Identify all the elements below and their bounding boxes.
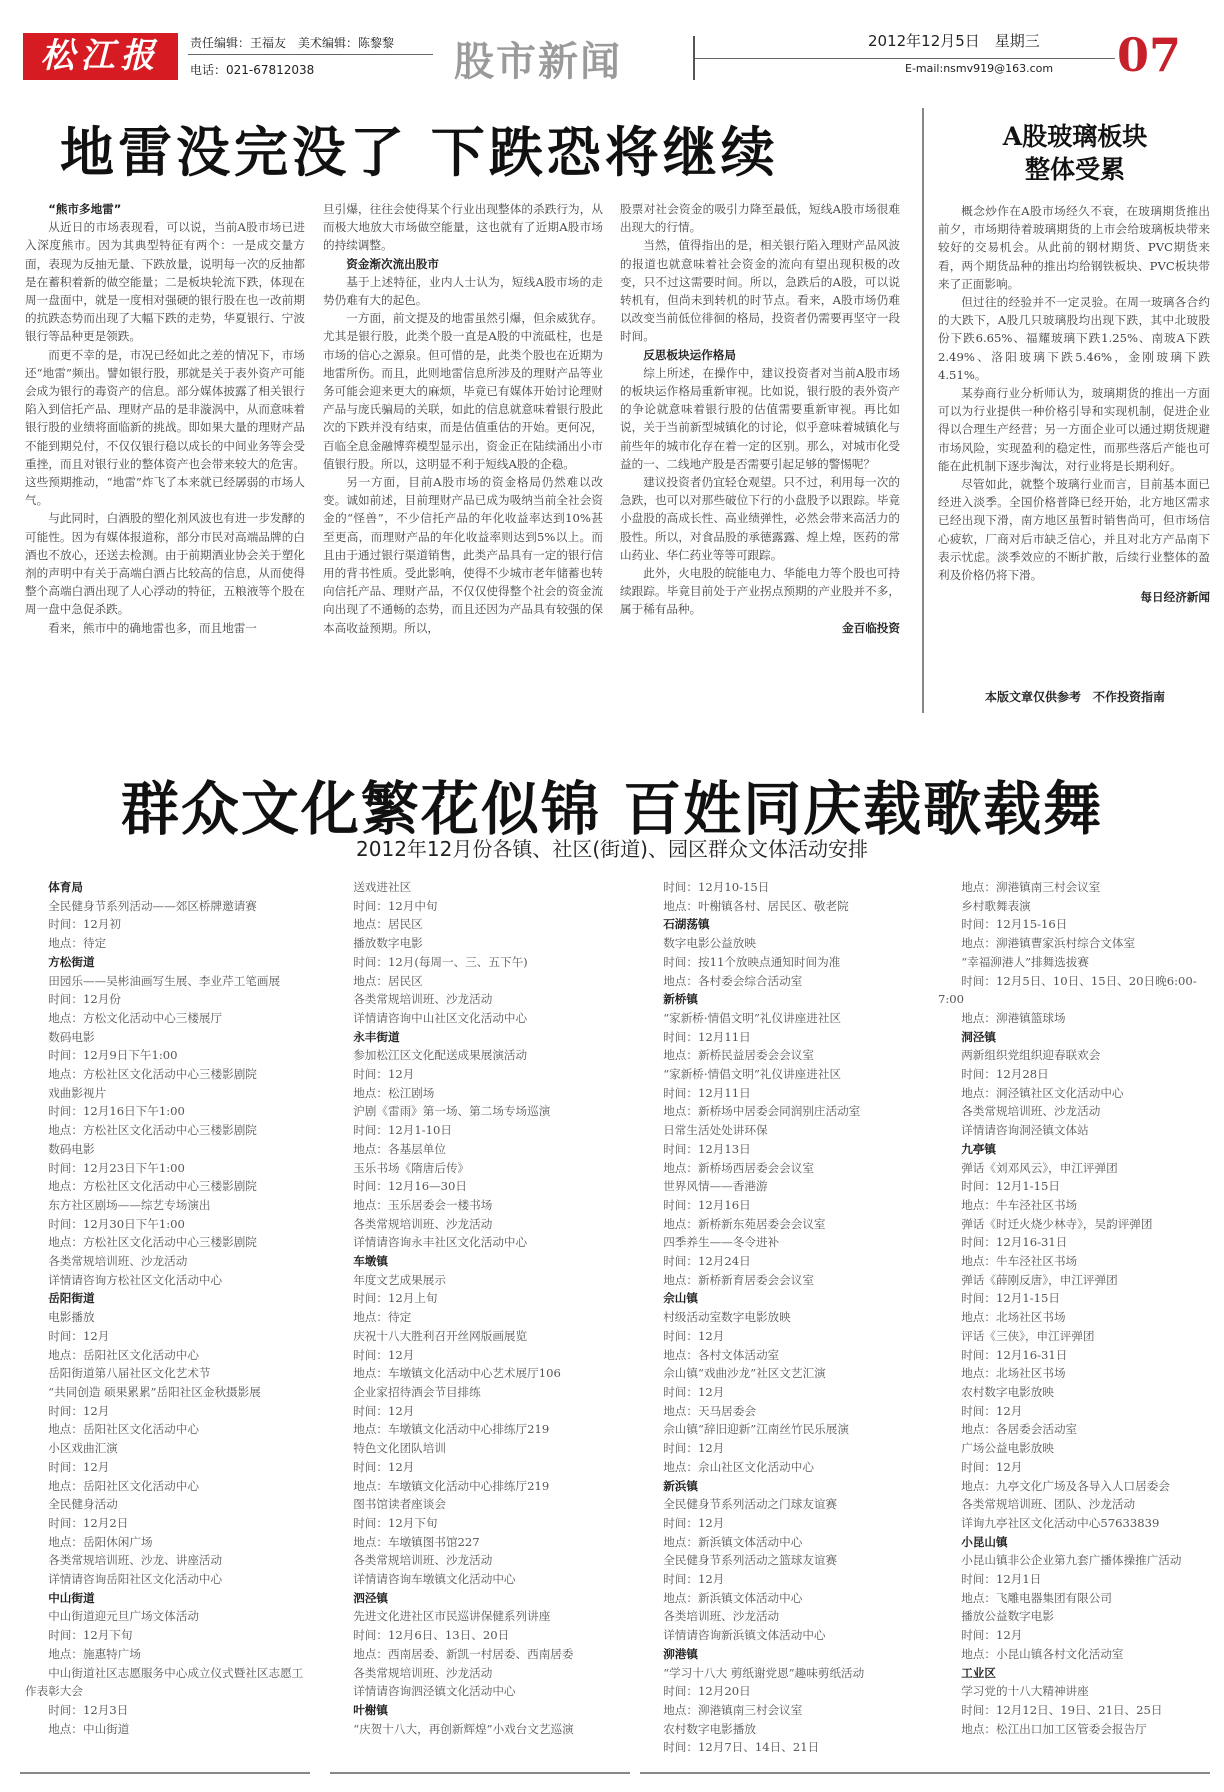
event-column-1 (25, 878, 310, 1738)
event-line: 地点：居民区 (353, 973, 423, 988)
event-line: 详情请咨询车墩镇文化活动中心 (353, 1572, 516, 1587)
subheading: “熊市多地雷” (48, 202, 122, 216)
event-column-2 (330, 878, 625, 1738)
event-line: 全民健身活动 (48, 1497, 118, 1512)
paragraph: 建议投资者仍宜轻仓观望。只不过，利用每一次的急跌，也可以对那些破位下行的小盘股予以跟踪。毕竟小盘股的高成长性、高业绩弹性，必然会带来高活力的股性。所以，对食品股的承德露露、煌上煌，医药的常山药业、华仁药业等等可跟踪。 (620, 475, 900, 562)
paragraph: 尽管如此，就整个玻璃行业而言，目前基本面已经进入淡季。全国价格普降已经开始，北方地区需求已经出现下滑，南方地区虽暂时销售尚可，但市场信心疲软，厂商对后市缺乏信心，并且对北方产品南下表示忧虑。淡季效应的不断扩散，后续行业整体的盈利及价格仍将下滑。 (938, 477, 1210, 583)
event-line: 各类常规培训班、沙龙活动 (353, 1216, 493, 1231)
paragraph: 当然，值得指出的是，相关银行陷入理财产品风波的报道也就意味着社会资金的流向有望出现积极的改变，只不过这需要时间。所以，急跌后的A股，可以说转机有，但尚未到转机的时节点。看来，A股市场仍难以改变当前低位徘徊的格局，投资者仍需要再坚守一段时间。 (620, 238, 900, 344)
article1-column-1 (25, 200, 305, 637)
event-line: 时间：12月1-15日 (961, 1291, 1060, 1306)
event-line: 地点：岳阳社区文化活动中心 (48, 1422, 199, 1437)
event-line: 全民健身节系列活动之门球友谊赛 (663, 1497, 838, 1512)
event-line: 田园乐——吴彬油画写生展、李业芹工笔画展 (48, 973, 281, 988)
event-line: 各类常规培训班、沙龙活动 (353, 1553, 493, 1568)
event-line: 时间：12月 (961, 1403, 1023, 1418)
event-line: 时间：12月 (961, 1628, 1023, 1643)
event-line: “庆贺十八大，再创新辉煌”小戏台文艺巡演 (353, 1721, 574, 1736)
event-line: 东方社区剧场——综艺专场演出 (48, 1197, 211, 1212)
event-line: 地点：各居委会活动室 (961, 1422, 1078, 1437)
event-line: 时间：12月20日 (663, 1684, 751, 1699)
event-line: 地点：泖港镇篮球场 (961, 1010, 1066, 1025)
event-line: 地点：待定 (353, 1310, 412, 1325)
article2-headline: 群众文化繁花似锦 百姓同庆载歌载舞 (120, 775, 1104, 843)
event-line: 地点：北场社区书场 (961, 1310, 1066, 1325)
page-number: 07 (1117, 28, 1182, 82)
section-title: 股市新闻 (454, 39, 622, 85)
event-line: 数码电影 (48, 1141, 95, 1156)
paragraph: 某券商行业分析师认为，玻璃期货的推出一方面可以为行业提供一种价格引导和实现机制，促进企业得以合理生产经营；另一方面企业可以通过期货规避市场风险，实现盈利的稳定性，而那些落后产能也可能在此机制下逐步淘汰，对行业将是长期利好。 (938, 386, 1210, 473)
paragraph: 此外，火电股的皖能电力、华能电力等个股也可持续跟踪。毕竟目前处于产业拐点预期的产业股并不多，属于稀有品种。 (620, 566, 900, 617)
event-line: 四季养生——冬令进补 (663, 1235, 780, 1250)
event-line: “幸福泖港人”排舞选拔赛 (961, 954, 1089, 969)
event-line: 图书馆读者座谈会 (353, 1497, 446, 1512)
district-heading: 九亭镇 (961, 1141, 996, 1156)
event-line: 时间：12月 (961, 1459, 1023, 1474)
event-line: 时间：12月 (663, 1515, 725, 1530)
event-line: 时间：12月 (353, 1403, 415, 1418)
event-line: 全民健身节系列活动——郊区桥牌邀请赛 (48, 898, 257, 913)
paragraph: 从近日的市场表现看，可以说，当前A股市场已进入深度熊市。因为其典型特征有两个：一是成交量方面，表现为反抽无量、下跌放量，说明每一次的反抽都是在蓄积着新的做空能量；二是板块轮流下跌，体现在周一盘面中，就是一度相对强硬的银行股在也一改前期的抗跌态势而出现了大幅下跌的走势，华夏银行、宁波银行等品种更是领跌。 (25, 220, 305, 344)
event-line: 时间：12月初 (48, 917, 121, 932)
event-line: 两新组织党组织迎春联欢会 (961, 1048, 1101, 1063)
event-line: “学习十八大 剪纸谢党恩”趣味剪纸活动 (663, 1665, 865, 1680)
event-line: 地点：岳阳休闲广场 (48, 1534, 153, 1549)
event-line: 数码电影 (48, 1029, 95, 1044)
event-line: 地点：泖港镇南三村会议室 (961, 880, 1101, 894)
event-line: 详情请咨询永丰社区文化活动中心 (353, 1235, 528, 1250)
event-line: 时间：12月3日 (48, 1702, 129, 1717)
event-line: 各类常规培训班、沙龙活动 (353, 992, 493, 1007)
event-line: 地点：方松文化活动中心三楼展厅 (48, 1010, 223, 1025)
event-line: 学习党的十八大精神讲座 (961, 1684, 1089, 1699)
event-line: 地点：岳阳社区文化活动中心 (48, 1478, 199, 1493)
event-line: 播放数字电影 (353, 936, 423, 951)
event-line: 地点：玉乐居委会一楼书场 (353, 1197, 493, 1212)
event-line: 时间：12月6日、13日、20日 (353, 1628, 510, 1643)
event-line: 地点：施惠特广场 (48, 1646, 141, 1661)
event-line: 各类常规培训班、沙龙活动 (353, 1665, 493, 1680)
paragraph: 概念炒作在A股市场经久不衰，在玻璃期货推出前夕，市场期待着玻璃期货的上市会给玻璃板块带来较好的交易机会。从此前的钢材期货、PVC期货来看，两个期货品种的推出均给钢铁板块、PVC板块带来了正面影响。 (938, 204, 1210, 291)
event-line: 中山街道社区志愿服务中心成立仪式暨社区志愿工作表彰大会 (25, 1665, 304, 1699)
district-heading: 体育局 (48, 880, 83, 894)
district-heading: 车墩镇 (353, 1254, 388, 1269)
event-line: 时间：12月11日 (663, 1029, 751, 1044)
masthead (0, 0, 1224, 90)
event-line: 地点：新桥民益居委会会议室 (663, 1048, 814, 1063)
event-line: 地点：新浜镇文体活动中心 (663, 1534, 803, 1549)
event-line: 各类培训班、沙龙活动 (663, 1609, 780, 1624)
event-line: 时间：12月16-31日 (961, 1347, 1068, 1362)
event-line: 地点：方松社区文化活动中心三楼影剧院 (48, 1123, 257, 1138)
event-line: 详情请咨询新浜镇文体活动中心 (663, 1628, 826, 1643)
subheading: 反思板块运作格局 (643, 347, 736, 362)
article-source: 每日经济新闻 (1140, 590, 1210, 605)
event-line: 评话《三侠》，申江评弹团 (961, 1328, 1095, 1343)
event-line: 时间：12月 (663, 1328, 725, 1343)
phone-number: 电话：021-67812038 (190, 63, 315, 77)
event-line: 地点：天马居委会 (663, 1403, 756, 1418)
event-line: 农村数字电影放映 (961, 1384, 1054, 1399)
event-line: 弹话《时迁火烧少林寺》，吴韵评弹团 (961, 1216, 1153, 1231)
paragraph: 股票对社会资金的吸引力降至最低，短线A股市场很难出现大的行情。 (620, 202, 900, 235)
event-line: 地点：待定 (48, 936, 107, 951)
column-divider (922, 108, 924, 713)
event-line: 弹话《薛刚反唐》，申江评弹团 (961, 1272, 1118, 1287)
event-line: 各类常规培训班、沙龙活动 (48, 1254, 188, 1269)
event-line: 时间：12月1-10日 (353, 1123, 452, 1138)
event-line: 地点：车墩镇图书馆227 (353, 1534, 480, 1549)
event-line: 时间：按11个放映点通知时间为准 (663, 954, 841, 969)
divider (330, 1772, 630, 1774)
article2-subheadline: 2012年12月份各镇、社区(街道)、园区群众文体活动安排 (356, 837, 868, 861)
district-heading: 永丰街道 (353, 1029, 400, 1044)
event-line: 时间：12月下旬 (48, 1628, 133, 1643)
event-line: 详情请咨询中山社区文化活动中心 (353, 1010, 528, 1025)
divider (188, 54, 433, 55)
district-heading: 佘山镇 (663, 1291, 698, 1306)
event-line: 佘山镇“戏曲沙龙”社区文艺汇演 (663, 1366, 826, 1381)
district-heading: 叶榭镇 (353, 1702, 388, 1717)
event-line: 详询九亭社区文化活动中心57633839 (961, 1515, 1160, 1530)
event-line: 地点：洞泾镇社区文化活动中心 (961, 1085, 1124, 1100)
event-line: 时间：12月16-31日 (961, 1235, 1068, 1250)
email-address: E-mail:nsmv919@163.com (905, 62, 1054, 75)
event-line: 乡村歌舞表演 (961, 898, 1031, 913)
event-line: 地点：新桥新东苑居委会会议室 (663, 1216, 826, 1231)
event-line: 时间：12月15-16日 (961, 917, 1068, 932)
event-line: 中山街道迎元旦广场文体活动 (48, 1609, 199, 1624)
event-line: “家新桥·情倡文明”礼仪讲座进社区 (663, 1067, 842, 1082)
event-line: 各类常规培训班、沙龙、讲座活动 (48, 1553, 223, 1568)
event-line: 戏曲影视片 (48, 1085, 107, 1100)
paragraph: 看来，熊市中的确地雷也多，而且地雷一 (48, 620, 257, 635)
event-line: 地点：北场社区书场 (961, 1366, 1066, 1381)
event-line: 时间：12月9日下午1:00 (48, 1048, 178, 1063)
event-line: 地点：车墩镇文化活动中心排练厅219 (353, 1422, 550, 1437)
event-line: 庆祝十八大胜利召开丝网版画展览 (353, 1328, 528, 1343)
sidebar-headline: A股玻璃板块 整体受累 (1002, 122, 1148, 184)
event-line: 地点：新浜镇文体活动中心 (663, 1590, 803, 1605)
event-line: 时间：12月12日、19日、21日、25日 (961, 1702, 1163, 1717)
event-line: 世界风情——香港游 (663, 1179, 768, 1194)
event-line: 小区戏曲汇演 (48, 1441, 118, 1456)
district-heading: 石湖荡镇 (663, 917, 710, 932)
paragraph: 另一方面，目前A股市场的资金格局仍然难以改变。诚如前述，目前理财产品已成为吸纳当前全社会资金的“怪兽”，不少信托产品的年化收益率达到10%甚至更高，而理财产品的年化收益率则达到5%以上。而且由于通过银行渠道销售，此类产品具有一定的银行信用的背书性质。受此影响，使得不少城市老年储蓄也转向信托产品、理财产品，不仅仅使得整个社会的资金流向出现了不通畅的态势，而且还因为产品具有较强的保本高收益预期。所以， (323, 475, 603, 635)
event-line: 农村数字电影播放 (663, 1721, 756, 1736)
district-heading: 新浜镇 (663, 1478, 698, 1493)
event-line: 企业家招待酒会节目排练 (353, 1384, 481, 1399)
event-line: 详情请咨询方松社区文化活动中心 (48, 1272, 223, 1287)
event-line: 详情请咨询岳阳社区文化活动中心 (48, 1572, 223, 1587)
paragraph: 综上所述，在操作中，建议投资者对当前A股市场的板块运作格局重新审视。比如说，银行股的表外资产的争论就意味着银行股的估值需要重新审视。再比如说，关于当前新型城镇化的讨论，似乎意味着城镇化与前些年的城市化存在着一定的区别。那么，对城市化受益的一、二线地产股是否需要引起足够的警惕呢？ (620, 365, 900, 471)
event-line: 各类常规培训班、沙龙活动 (961, 1104, 1101, 1119)
event-line: 时间：12月1日 (961, 1572, 1042, 1587)
event-line: 地点：方松社区文化活动中心三楼影剧院 (48, 1067, 257, 1082)
event-line: 年度文艺成果展示 (353, 1272, 446, 1287)
paragraph: 但过往的经验并不一定灵验。在周一玻璃各合约的大跌下，A股几只玻璃股均出现下跌，其中北玻股份下跌6.65%、福耀玻璃下跌1.25%、南玻A下跌2.49%、洛阳玻璃下跌5.46%，金刚玻璃下跌4.51%。 (938, 295, 1210, 382)
event-line: 地点：飞雕电器集团有限公司 (961, 1590, 1112, 1605)
event-line: 玉乐书场《隋唐后传》 (353, 1160, 470, 1175)
event-line: 时间：12月5日、10日、15日、20日晚6:00-7:00 (938, 973, 1197, 1007)
divider (20, 1772, 310, 1774)
event-line: 时间：12月30日下午1:00 (48, 1216, 185, 1231)
event-line: 地点：松江出口加工区管委会报告厅 (961, 1721, 1147, 1736)
event-line: 时间：12月下旬 (353, 1515, 438, 1530)
district-heading: 小昆山镇 (961, 1534, 1008, 1549)
district-heading: 岳阳街道 (48, 1291, 95, 1306)
sidebar-article-body (938, 202, 1210, 606)
event-line: 时间：12月 (353, 1347, 415, 1362)
event-line: 时间：12月 (48, 1328, 110, 1343)
event-line: 地点：各基层单位 (353, 1141, 446, 1156)
district-heading: 中山街道 (48, 1590, 95, 1605)
subheading: 资金渐次流出股市 (346, 256, 439, 271)
event-line: 时间：12月23日下午1:00 (48, 1160, 185, 1175)
divider (640, 1772, 940, 1774)
event-line: 电影播放 (48, 1310, 95, 1325)
event-line: 地点：新桥场西居委会会议室 (663, 1160, 814, 1175)
event-line: 送戏进社区 (353, 880, 412, 894)
event-line: 地点：各村委会综合活动室 (663, 973, 803, 988)
paragraph: 旦引爆，往往会使得某个行业出现整体的杀跌行为，从而极大地放大市场做空能量，这也就有了近期A股市场的持续调整。 (323, 202, 603, 253)
event-line: 地点：牛车泾社区书场 (961, 1197, 1078, 1212)
event-line: 时间：12月2日 (48, 1515, 129, 1530)
disclaimer: 本版文章仅供参考 不作投资指南 (984, 690, 1165, 704)
article1-headline: 地雷没完没了 下跌恐将继续 (60, 121, 779, 184)
district-heading: 方松街道 (48, 954, 95, 969)
event-line: 佘山镇“辞旧迎新”江南丝竹民乐展演 (663, 1422, 849, 1437)
event-line: 地点：泖港镇曹家浜村综合文体室 (961, 936, 1136, 951)
newspaper-logo: 松江报 (23, 33, 178, 80)
event-line: 地点：中山街道 (48, 1721, 130, 1736)
event-line: 地点：岳阳社区文化活动中心 (48, 1347, 199, 1362)
event-line: 时间：12月 (663, 1572, 725, 1587)
event-line: 时间：12月 (663, 1441, 725, 1456)
event-line: 地点：方松社区文化活动中心三楼影剧院 (48, 1179, 257, 1194)
event-line: 时间：12月16日下午1:00 (48, 1104, 185, 1119)
event-column-3 (640, 878, 935, 1757)
event-line: 时间：12月16—30日 (353, 1179, 468, 1194)
event-line: 详情请咨询洞泾镇文体站 (961, 1123, 1089, 1138)
event-line: 地点：牛车泾社区书场 (961, 1254, 1078, 1269)
event-line: 全民健身节系列活动之篮球友谊赛 (663, 1553, 838, 1568)
event-line: 地点：小昆山镇各村文化活动室 (961, 1646, 1124, 1661)
paragraph: 而更不幸的是，市况已经如此之差的情况下，市场还“地雷”频出。譬如银行股，那就是关于表外资产可能会成为银行的毒资产的信息。部分媒体披露了相关银行陷入到信托产品、理财产品的是非漩涡中，从而意味着银行股的业绩将面临新的挑战。即如果大量的理财产品不能到期兑付，不仅仅银行稳以成长的中间业务等会受重挫，而且对银行业的整体资产也会带来较大的危害。这些预期推动，“地雷”炸飞了本来就已经孱弱的市场人气。 (25, 347, 305, 508)
paragraph: 一方面，前文提及的地雷虽然引爆，但余威犹存。尤其是银行股，此类个股一直是A股的中流砥柱，也是市场的信心之源泉。但可惜的是，此类个股也在近期为地雷所伤。而且，此则地雷信息所涉及的理财产品等业务可能会迎来更大的麻烦，毕竟已有媒体开始讨论理财产品与庞氏骗局的关联，如此的信息就意味着银行股此次的下跌并没有结束，而是估值重估的开始。更何况，百临全息金融博弈模型显示出，资金正在陆续涌出小市值银行股。所以，这明显不利于短线A股的企稳。 (323, 311, 603, 471)
event-line: 时间：12月13日 (663, 1141, 751, 1156)
event-line: 弹话《刘邓风云》，申江评弹团 (961, 1160, 1118, 1175)
event-line: 时间：12月1-15日 (961, 1179, 1060, 1194)
event-line: 地点：九亭文化广场及各导入人口居委会 (961, 1478, 1170, 1493)
divider (940, 1772, 1210, 1774)
event-line: 时间：12月 (353, 1459, 415, 1474)
event-line: 地点：居民区 (353, 917, 423, 932)
event-line: 时间：12月(每周一、三、五下午) (353, 954, 528, 969)
article1-column-3 (620, 200, 900, 637)
district-heading: 洞泾镇 (961, 1029, 996, 1044)
event-line: 时间：12月上旬 (353, 1291, 438, 1306)
event-line: 地点：车墩镇文化活动中心排练厅219 (353, 1478, 550, 1493)
event-line: 时间：12月 (48, 1403, 110, 1418)
event-line: 地点：新桥场中居委会同润别庄活动室 (663, 1104, 861, 1119)
article-source: 金百临投资 (842, 620, 900, 635)
district-heading: 新桥镇 (663, 992, 698, 1007)
event-column-4 (938, 878, 1210, 1738)
event-line: 日常生活处处讲环保 (663, 1123, 768, 1138)
paragraph: 与此同时，白酒股的塑化剂风波也有进一步发酵的可能性。因为有媒体报道称，部分市民对高端品牌的白酒也不放心，还送去检测。由于前期酒业协会关于塑化剂的声明中有关于高端白酒占比较高的信息，从而使得整个高端白酒出现了人心浮动的特征，五粮液等个股在周一盘中急促杀跌。 (25, 511, 305, 617)
event-line: 地点：新桥新育居委会会议室 (663, 1272, 814, 1287)
event-line: 地点：各村文体活动室 (663, 1347, 780, 1362)
paragraph: 基于上述特征，业内人士认为，短线A股市场的走势仍难有大的起色。 (323, 274, 603, 308)
event-line: “共同创造 硕果累累”岳阳社区金秋摄影展 (48, 1384, 261, 1399)
event-line: 地点：佘山社区文化活动中心 (663, 1459, 814, 1474)
event-line: 时间：12月 (48, 1459, 110, 1474)
event-line: 各类常规培训班、团队、沙龙活动 (961, 1497, 1136, 1512)
event-line: 村级活动室数字电影放映 (663, 1310, 791, 1325)
event-line: 时间：12月 (353, 1067, 415, 1082)
event-line: 地点：泖港镇南三村会议室 (663, 1702, 803, 1717)
event-line: 地点：车墩镇文化活动中心艺术展厅106 (353, 1366, 561, 1381)
event-line: 地点：松江剧场 (353, 1085, 435, 1100)
district-heading: 泗泾镇 (353, 1590, 388, 1605)
event-line: 时间：12月份 (48, 992, 121, 1007)
divider (695, 58, 1115, 59)
event-line: “家新桥·情倡文明”礼仪讲座进社区 (663, 1010, 842, 1025)
event-line: 小昆山镇非公企业第九套广播体操推广活动 (961, 1553, 1182, 1568)
event-line: 岳阳街道第八届社区文化艺术节 (48, 1366, 211, 1381)
editors-credit: 责任编辑：王福友 美术编辑：陈黎黎 (190, 36, 395, 50)
event-line: 时间：12月10-15日 (663, 880, 770, 894)
event-line: 详情请咨询泗泾镇文化活动中心 (353, 1684, 516, 1699)
article1-column-2 (323, 200, 603, 637)
event-line: 时间：12月中旬 (353, 898, 438, 913)
event-line: 地点：叶榭镇各村、居民区、敬老院 (663, 898, 849, 913)
event-line: 时间：12月11日 (663, 1085, 751, 1100)
event-line: 时间：12月 (663, 1384, 725, 1399)
district-heading: 泖港镇 (663, 1646, 698, 1661)
event-line: 地点：方松社区文化活动中心三楼影剧院 (48, 1235, 257, 1250)
event-line: 先进文化进社区市民巡讲保健系列讲座 (353, 1609, 551, 1624)
event-line: 时间：12月16日 (663, 1197, 751, 1212)
event-line: 时间：12月7日、14日、21日 (663, 1740, 820, 1755)
event-line: 播放公益数字电影 (961, 1609, 1054, 1624)
event-line: 时间：12月28日 (961, 1067, 1049, 1082)
event-line: 地点：西南居委、新凯一村居委、西南居委 (353, 1646, 574, 1661)
event-line: 特色文化团队培训 (353, 1441, 446, 1456)
event-line: 数字电影公益放映 (663, 936, 756, 951)
event-line: 广场公益电影放映 (961, 1441, 1054, 1456)
event-line: 时间：12月24日 (663, 1254, 751, 1269)
issue-date: 2012年12月5日 星期三 (868, 32, 1040, 50)
event-line: 沪剧《雷雨》第一场、第二场专场巡演 (353, 1104, 551, 1119)
event-line: 参加松江区文化配送成果展演活动 (353, 1048, 528, 1063)
district-heading: 工业区 (961, 1665, 996, 1680)
